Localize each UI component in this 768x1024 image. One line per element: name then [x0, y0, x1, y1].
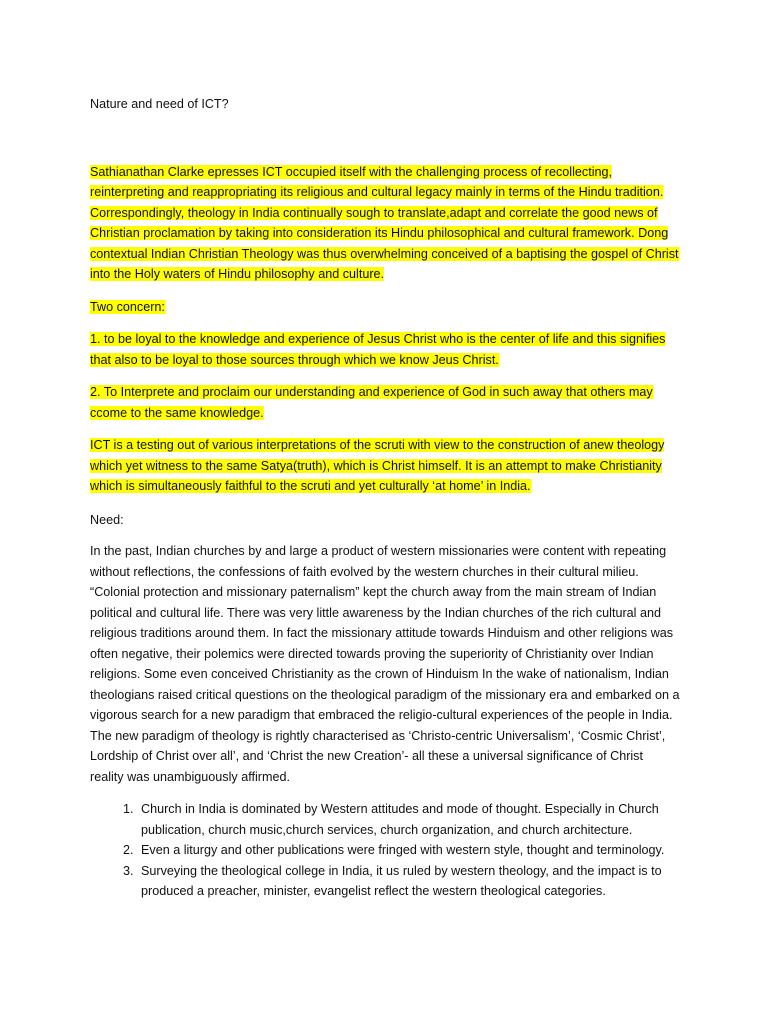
list-item: 1. Church in India is dominated by Western attitudes and mode of thought. Especially in Church publication, church music,church services, church organization, and church architecture. — [137, 799, 680, 840]
list-item: 2. Even a liturgy and other publications were fringed with western style, thought and terminology. — [137, 840, 680, 861]
concern-1-paragraph — [90, 329, 680, 370]
concern-2-highlight: 2. To Interprete and proclaim our understanding and experience of God in such away that others may ccome to the same knowledge. — [90, 385, 653, 420]
need-points-list — [90, 799, 680, 902]
list-item: 3. Surveying the theological college in India, it us ruled by western theology, and the impact is to produced a preacher, minister, evangelist reflect the western theological categories. — [137, 861, 680, 902]
concern-heading-highlight: Two concern: — [90, 299, 165, 314]
ict-paragraph — [90, 435, 680, 497]
concern-1-highlight: 1. to be loyal to the knowledge and experience of Jesus Christ who is the center of life and this signifies that also to be loyal to those sources through which we know Jeus Christ. — [90, 332, 666, 367]
intro-paragraph — [90, 162, 680, 285]
concern-2-paragraph — [90, 382, 680, 423]
need-paragraph: In the past, Indian churches by and large a product of western missionaries were content with repeating without reflections, the confessions of faith evolved by the western churches in their cultural milieu. “Colonial protection and missionary paternalism” kept the church away from the main stream of Indian political and cultural life. There was very little awareness by the Indian churches of the rich cultural and religious traditions around them. In fact the missionary attitude towards Hinduism and other religions was often negative, their polemics were directed towards proving the superiority of Christianity over Indian religions. Some even conceived Christianity as the crown of Hinduism In the wake of nationalism, Indian theologians raised critical questions on the theological paradigm of the missionary era and embarked on a vigorous search for a new paradigm that embraced the religio-cultural experiences of the people in India. The new paradigm of theology is rightly characterised as ‘Christo-centric Universalism’, ‘Cosmic Christ’, Lordship of Christ over all’, and ‘Christ the new Creation’- all these a universal significance of Christ reality was unambiguously affirmed. — [90, 544, 680, 784]
concern-heading — [90, 297, 680, 318]
ict-highlight: ICT is a testing out of various interpretations of the scruti with view to the construction of anew theology which yet witness to the same Satya(truth), which is Christ himself. It is an attempt to make Christianity which is simultaneously faithful to the scruti and yet culturally ‘at home’ in India. — [90, 438, 665, 493]
document-title: Nature and need of ICT? — [90, 97, 229, 111]
need-heading: Need: — [90, 512, 124, 527]
intro-highlight: Sathianathan Clarke epresses ICT occupied itself with the challenging process of recollecting, reinterpreting and reappropriating its religious and cultural legacy mainly in terms of the Hindu tradition. Correspondingly, theology in India continually sough to translate,adapt and correlate the good news of Christian proclamation by taking into consideration its Hindu philosophical and cultural framework. Dong contextual Indian Christian Theology was thus overwhelming conceived of a baptising the gospel of Christ into the Holy waters of Hindu philosophy and culture. — [90, 164, 679, 281]
